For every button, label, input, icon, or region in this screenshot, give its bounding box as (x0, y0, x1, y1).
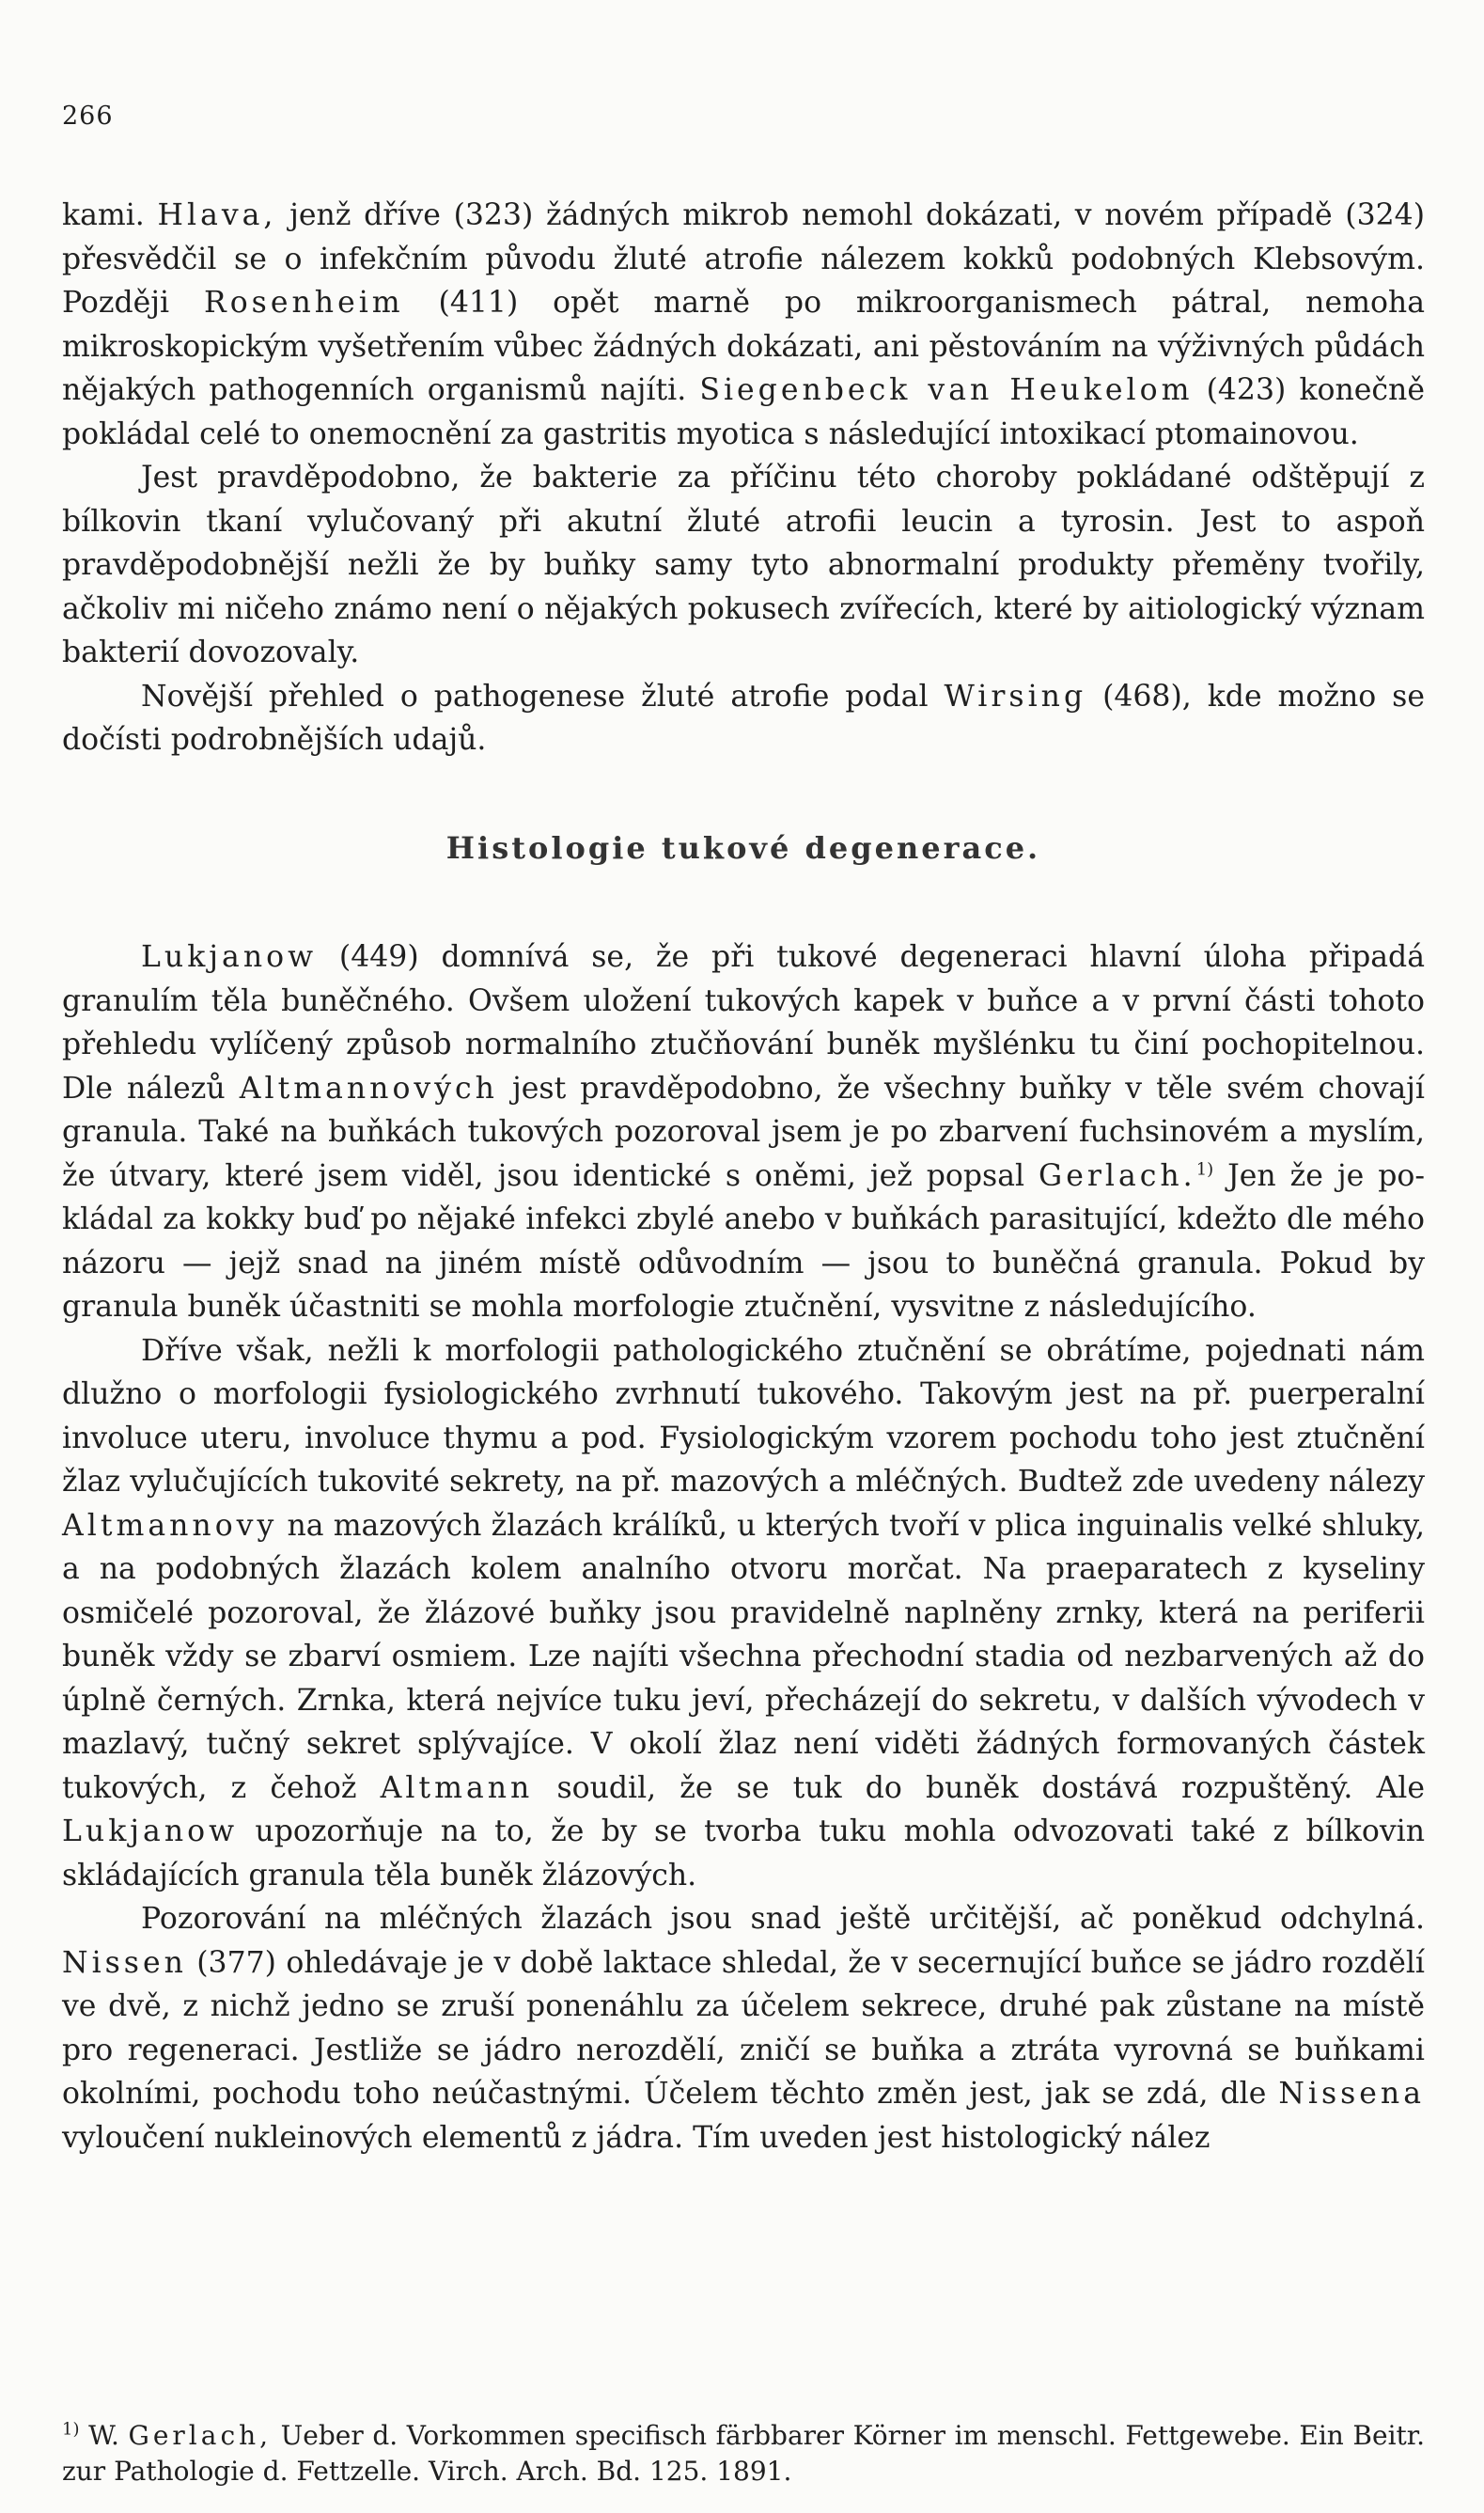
footnotes (62, 2418, 1425, 2489)
section-heading: Histologie tukové degenerace. (445, 829, 1041, 866)
author-name-altmann: Altmannových (239, 1071, 498, 1106)
author-name-wirsing: Wirsing (944, 679, 1087, 714)
author-name-hlava: Hlava, (157, 198, 277, 232)
footnote-1: $^{1)}$ W. Gerlach, Ueber d. Vorkommen specifisch färbbarer Körner im menschl. Fettgewebe. Ein Beitr. zur Pathologie d. Fettzelle. Virch. Arch. Bd. 125. 1891. (62, 2419, 1425, 2487)
paragraph-4: Lukjanow (449) domnívá se, že při tukové degeneraci hlavní úloha připadá granulím těla buněčného. Ovšem uložení tukových kapek v buňce a v první části tohoto přehledu vylíčený způsob normalního ztučňování buněk myšlénku tu činí pochopitelnou. Dle nálezů Altmannových jest pravděpodobno, že všechny buňky v těle svém chovají granula. Také na buňkách tukových pozoroval jsem je po zbarvení fuchsinovém a myslím, že útvary, které jsem viděl, jsou identické s oněmi, jež popsal Gerlach.$^{1)}$ Jen že je pokládal za kokky buď po nějaké infekci zbylé anebo v buňkách parasitující, kdežto dle mého názoru — jejž snad na jiném místě odůvodním — jsou to buněčná granula. Pokud by granula buněk účastniti se mohla morfologie ztučnění, vysvitne z následujícího. (62, 940, 1425, 1324)
author-name-gerlach: Gerlach. (1039, 1158, 1196, 1193)
paragraph-5: Dříve však, nežli k morfologii pathologického ztučnění se obrátíme, pojednati nám dlužno o morfologii fysiologického zvrhnutí tukového. Takovým jest na př. puerperalní involuce uteru, involuce thymu a pod. Fysiologickým vzorem pochodu toho jest ztučnění žlaz vylučujících tukovité sekrety, na př. mazových a mléčných. Budtež zde uvedeny nálezy Altmannovy na mazových žlazách králíků, u kterých tvoří v plica inguinalis velké shluky, a na podobných žlazách kolem analního otvoru morčat. Na praeparatech z kyseliny osmičelé pozoroval, že žlázové buňky jsou pravidelně naplněny zrnky, která na periferii buněk vždy se zbarví osmiem. Lze najíti všechna přechodní stadia od nezbarvených až do úplně černých. Zrnka, která nejvíce tuku jeví, přecházejí do sekretu, v dalších vývodech v mazlavý, tučný sekret splývajíce. V okolí žlaz není viděti žádných formovaných částek tukových, z čehož Altmann soudil, že se tuk do buněk dostává rozpuštěný. Ale Lukjanow upozorňuje na to, že by se tvorba tuku mohla odvozovati také z bílkovin skládajících granula těla buněk žlázových. (62, 1333, 1425, 1893)
author-name-siegenbeck: Siegenbeck van Heukelom (699, 373, 1194, 407)
author-name-rosenheim: Rosenheim (204, 286, 404, 320)
paragraph-6: Pozorování na mléčných žlazách jsou snad ještě určitější, ač poněkud odchylná. Nissen (377) ohledávaje je v době laktace shledal, že v secernující buňce se jádro rozdělí ve dvě, z nichž jedno se zruší ponenáhlu za účelem sekrece, druhé pak zůstane na místě pro regeneraci. Jestliže se jádro nerozdělí, zničí se buňka a ztráta vyrovná se buňkami okolními, pochodu toho neúčastnými. Účelem těchto změn jest, jak se zdá, dle Nissena vyloučení nukleinových elementů z jádra. Tím uveden jest histologický nález (62, 1902, 1425, 2155)
author-name-nissen: Nissen (62, 1945, 187, 1980)
paragraph-1: kami. Hlava, jenž dříve (323) žádných mikrob nemohl dokázati, v novém případě (324) přesvědčil se o infekčním původu žluté atrofie nálezem kokků podobných Klebsovým. Později Rosenheim (411) opět marně po mikroorganismech pátral, nemoha mikroskopickým vyšetřením vůbec žádných dokázati, ani pěstováním na výživných půdách nějakých pathogenních organismů najíti. Siegenbeck van Heukelom (423) konečně pokládal celé to onemocnění za gastritis myotica s následující intoxikací ptomainovou. (62, 198, 1425, 451)
author-name-lukjanow-2: Lukjanow (62, 1814, 239, 1848)
author-name-altmann-3: Altmann (380, 1770, 534, 1805)
page-number: 266 (62, 102, 114, 131)
author-name-nissen-2: Nissena (1278, 2077, 1425, 2111)
footnote-author-gerlach: Gerlach, (128, 2420, 273, 2451)
paragraph-3: Novější přehled o pathogenese žluté atrofie podal Wirsing (468), kde možno se dočísti podrobnějších udajů. (62, 679, 1425, 757)
author-name-lukjanow: Lukjanow (141, 940, 318, 974)
body-text (62, 194, 1425, 2160)
author-name-altmann-2: Altmannovy (62, 1508, 278, 1543)
footnote-mark: 1) (62, 2419, 80, 2440)
paragraph-2: Jest pravděpodobno, že bakterie za příčinu této choroby pokládané odštěpují z bílkovin tkaní vylučovaný při akutní žluté atrofii leucin a tyrosin. Jest to aspoň pravděpodobnější nežli že by buňky samy tyto abnormalní produkty přeměny tvořily, ačkoliv mi ničeho známo není o nějakých pokusech zvířecích, které by aitiologický význam bakterií dovozovaly. (62, 461, 1425, 669)
footnote-reference: 1) (1195, 1159, 1214, 1179)
